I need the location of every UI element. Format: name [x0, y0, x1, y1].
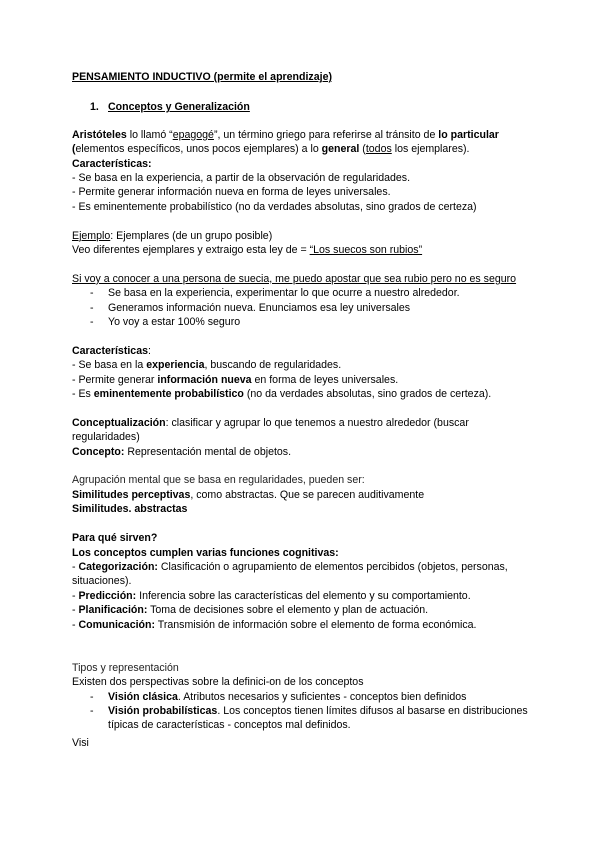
characteristic-item: - Es eminentemente probabilístico (no da verdades absolutas, sino grados de certeza)	[72, 200, 477, 213]
definition-conceptualizacion: Conceptualización: clasificar y agrupar lo que tenemos a nuestro alrededor (buscar regularidades)	[72, 416, 469, 444]
types-intro: Existen dos perspectivas sobre la definici-on de los conceptos	[72, 676, 364, 689]
grouping-line-2: Similitudes. abstractas	[72, 503, 188, 516]
spacer	[72, 517, 532, 531]
example-label: Ejemplo	[72, 229, 111, 242]
list-item: - Visión probabilísticas. Los conceptos tienen límites difusos al basarse en distribuciones típicas de características - conceptos mal definidos.	[72, 704, 532, 733]
uses-heading: Los conceptos cumplen varias funciones cognitivas:	[72, 546, 339, 559]
function-item: - Categorización: Clasificación o agrupamiento de elementos percibidos (objetos, personas, situaciones).	[72, 560, 508, 588]
function-item: - Comunicación: Transmisión de información sobre el elemento de forma económica.	[72, 618, 477, 631]
list-item: - Generamos información nueva. Enunciamos esa ley universales	[72, 301, 532, 315]
section-number: 1.	[90, 101, 99, 114]
characteristic-item: - Se basa en la experiencia, a partir de la observación de regularidades.	[72, 172, 411, 185]
characteristic-item: - Se basa en la experiencia, buscando de regularidades.	[72, 359, 342, 372]
uses-question: Para qué sirven?	[72, 532, 158, 545]
types-bullet-list	[72, 690, 532, 733]
intro-paragraph: Aristóteles lo llamó “epagogé”, un término griego para referirse al tránsito de lo particular (elementos específicos, unos pocos ejemplares) a lo general (todos los ejemplares).	[72, 128, 499, 156]
spacer	[72, 646, 532, 660]
types-heading: Tipos y representación	[72, 661, 179, 674]
example-law-line: Veo diferentes ejemplares y extraigo esta ley de = “Los suecos son rubios”	[72, 244, 423, 257]
spacer	[72, 329, 532, 343]
section-title: Conceptos y Generalización	[108, 101, 250, 114]
spacer	[72, 401, 532, 415]
term-todos: todos	[365, 143, 392, 156]
grouping-intro: Agrupación mental que se basa en regularidades, pueden ser:	[72, 474, 365, 487]
definition-concepto: Concepto: Representación mental de objetos.	[72, 445, 292, 458]
document-body	[72, 70, 532, 750]
trailing-text: Visi	[72, 736, 89, 749]
list-item: - Se basa en la experiencia, experimentar lo que ocurre a nuestro alrededor.	[72, 286, 532, 300]
spacer	[72, 257, 532, 271]
spacer	[72, 214, 532, 228]
characteristics-heading: Características:	[72, 157, 152, 170]
list-item: - Yo voy a estar 100% seguro	[72, 315, 532, 329]
term-particular: lo particular	[438, 128, 499, 141]
characteristic-item: - Permite generar información nueva en forma de leyes universales.	[72, 373, 399, 386]
section-heading	[72, 100, 532, 114]
characteristics-heading-2: Características:	[72, 344, 151, 357]
document-title: PENSAMIENTO INDUCTIVO (permite el aprendizaje)	[72, 71, 332, 83]
term-epagoge: epagogé	[172, 128, 214, 141]
characteristic-item: - Permite generar información nueva en forma de leyes universales.	[72, 186, 391, 199]
sweden-bullet-list	[72, 286, 532, 329]
example-line: Ejemplo: Ejemplares (de un grupo posible)	[72, 229, 273, 242]
example-law: “Los suecos son rubios”	[309, 244, 423, 257]
function-item: - Predicción: Inferencia sobre las características del elemento y su comportamiento.	[72, 589, 471, 602]
characteristic-item: - Es eminentemente probabilístico (no da verdades absolutas, sino grados de certeza).	[72, 388, 492, 401]
term-general: general	[321, 143, 360, 156]
term-aristoteles: Aristóteles	[72, 128, 127, 141]
sweden-statement: Si voy a conocer a una persona de suecia, me puedo apostar que sea rubio pero no es seguro	[72, 272, 517, 285]
list-item: - Visión clásica. Atributos necesarios y suficientes - conceptos bien definidos	[72, 690, 532, 704]
spacer	[72, 632, 532, 646]
spacer	[72, 459, 532, 473]
grouping-line-1: Similitudes perceptivas, como abstractas. Que se parecen auditivamente	[72, 488, 425, 501]
function-item: - Planificación: Toma de decisiones sobre el elemento y plan de actuación.	[72, 604, 429, 617]
